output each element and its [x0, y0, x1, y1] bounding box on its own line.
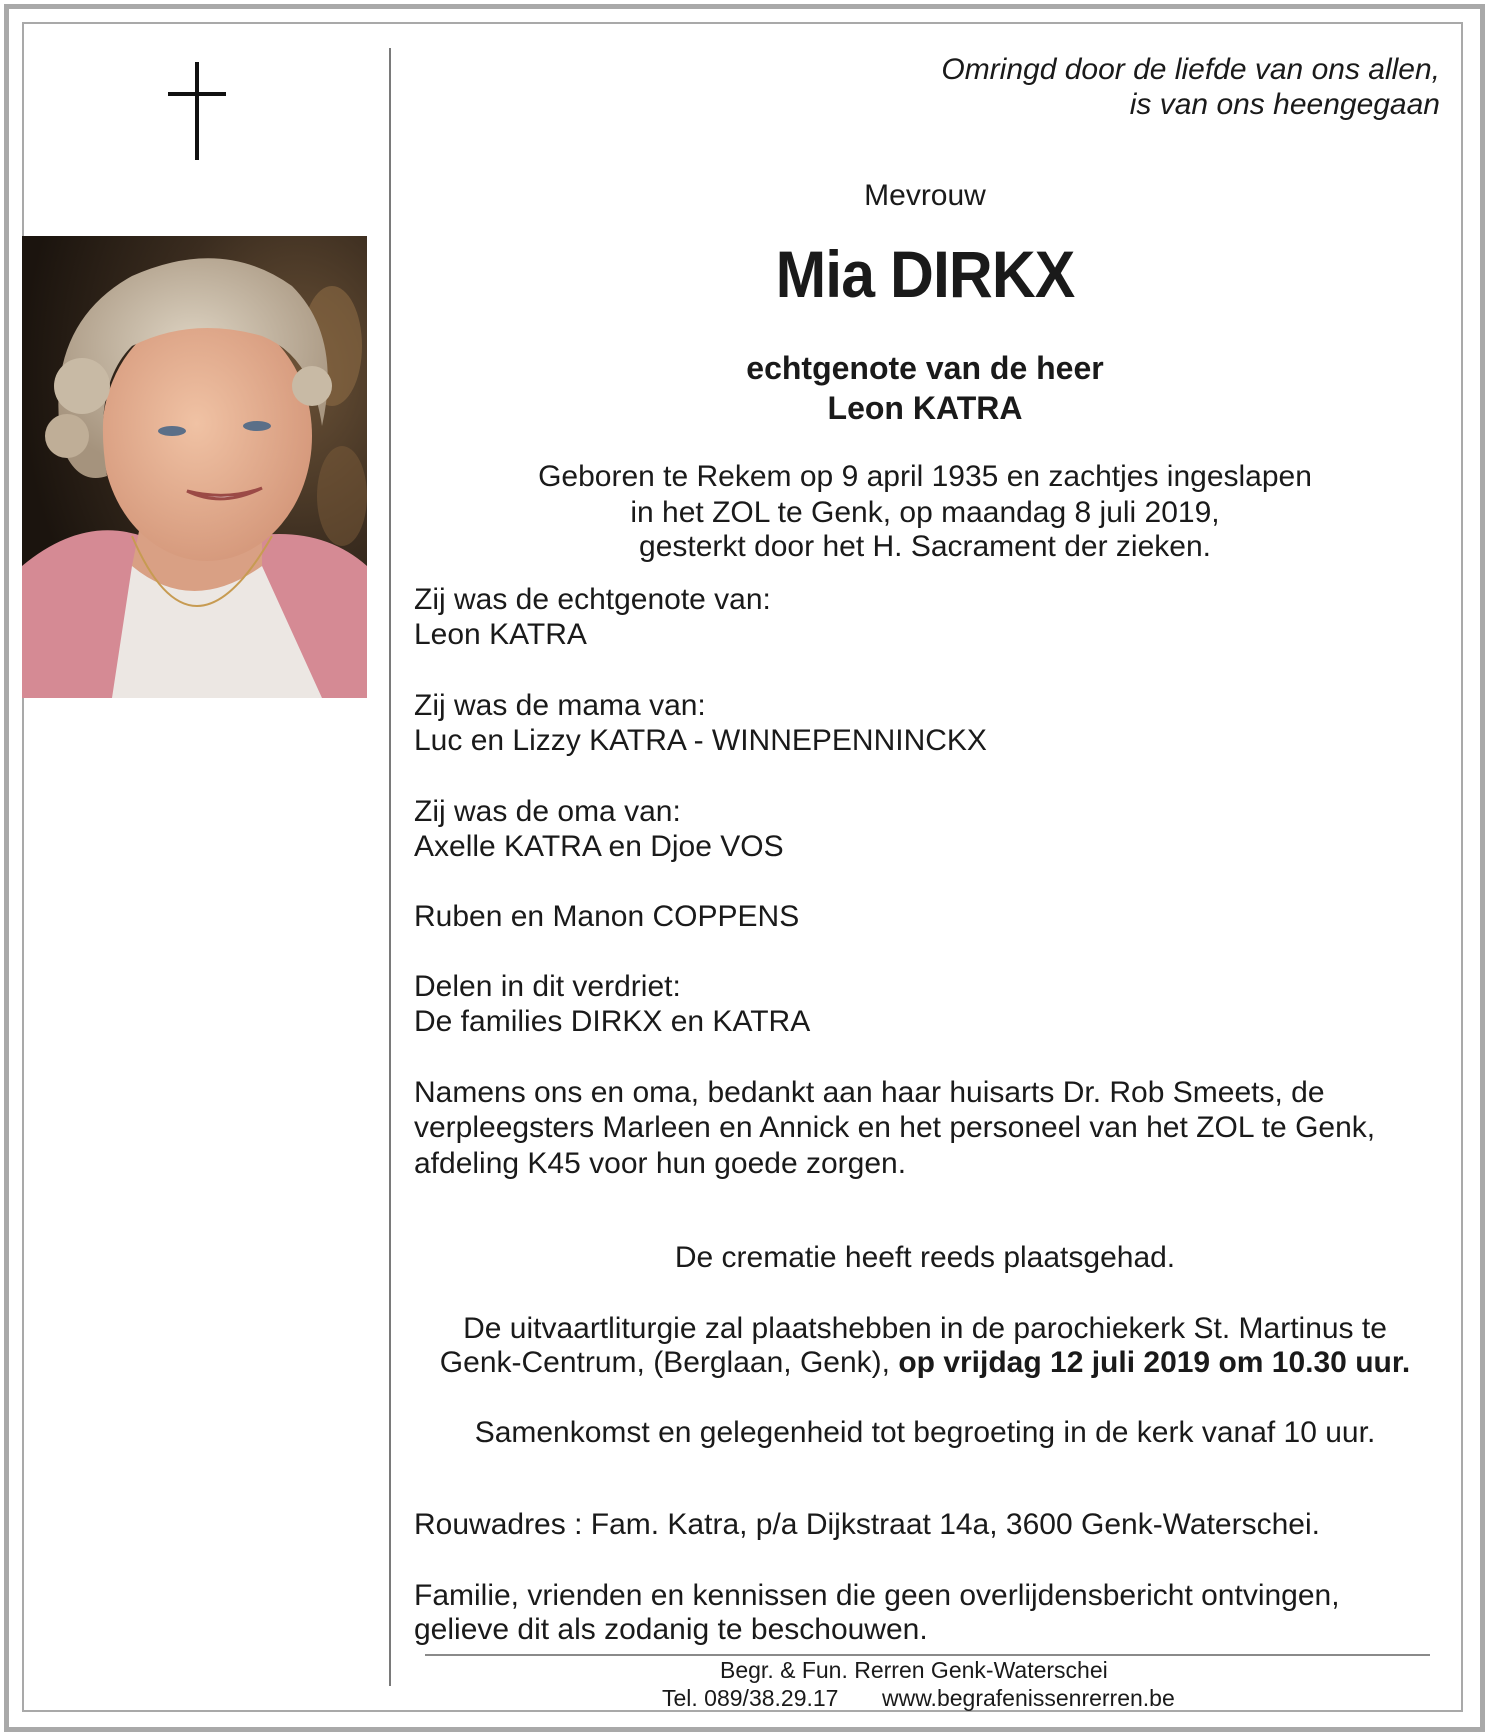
honorific: Mevrouw [864, 179, 986, 212]
closing-line-2: gelieve dit als zodanig te beschouwen. [414, 1613, 928, 1646]
thanks-line-1: Namens ons en oma, bedankt aan haar huisarts Dr. Rob Smeets, de [414, 1076, 1325, 1109]
funeral-company: Begr. & Fun. Rerren Genk-Waterschei [720, 1657, 1108, 1683]
funeral-website[interactable]: www.begrafenissenrerren.be [882, 1685, 1175, 1711]
portrait-photo [22, 236, 367, 698]
funeral-phone: Tel. 089/38.29.17 [662, 1685, 839, 1711]
liturgy-date: op vrijdag 12 juli 2019 om 10.30 uur. [898, 1346, 1411, 1379]
grandchildren-line-1: Axelle KATRA en Djoe VOS [414, 830, 784, 863]
cross-icon [168, 62, 226, 160]
gathering-notice: Samenkomst en gelegenheid tot begroeting in de kerk vanaf 10 uur. [474, 1416, 1376, 1449]
liturgy-location: Genk-Centrum, (Berglaan, Genk), [439, 1346, 890, 1379]
deceased-name: Mia DIRKX [775, 237, 1075, 311]
spouse-line-2: Leon KATRA [827, 390, 1023, 426]
mother-heading: Zij was de mama van: [414, 689, 706, 722]
birth-line-3: gesterkt door het H. Sacrament der zieken. [639, 530, 1211, 563]
spouse-name: Leon KATRA [414, 618, 587, 651]
liturgy-line-1: De uitvaartliturgie zal plaatshebben in de parochiekerk St. Martinus te [463, 1312, 1387, 1345]
grandchildren-line-2: Ruben en Manon COPPENS [414, 900, 800, 933]
cremation-notice: De crematie heeft reeds plaatsgehad. [674, 1241, 1176, 1274]
closing-line-1: Familie, vrienden en kennissen die geen overlijdensbericht ontvingen, [414, 1579, 1340, 1612]
liturgy-line-2 [390, 1345, 1460, 1380]
birth-line-1: Geboren te Rekem op 9 april 1935 en zachtjes ingeslapen [538, 460, 1312, 493]
intro-line-1: Omringd door de liefde van ons allen, [941, 53, 1440, 86]
birth-line-2: in het ZOL te Genk, op maandag 8 juli 2019, [630, 496, 1220, 529]
children-names: Luc en Lizzy KATRA - WINNEPENNINCKX [414, 724, 987, 757]
sharing-heading: Delen in dit verdriet: [414, 970, 681, 1003]
spouse-heading: Zij was de echtgenote van: [414, 583, 771, 616]
grandmother-heading: Zij was de oma van: [414, 795, 681, 828]
thanks-line-3: afdeling K45 voor hun goede zorgen. [414, 1147, 907, 1180]
families-names: De families DIRKX en KATRA [414, 1005, 811, 1038]
intro-line-2: is van ons heengegaan [1129, 88, 1440, 121]
spouse-line-1: echtgenote van de heer [746, 350, 1104, 386]
thanks-line-2: verpleegsters Marleen en Annick en het personeel van het ZOL te Genk, [414, 1111, 1376, 1144]
mourning-address: Rouwadres : Fam. Katra, p/a Dijkstraat 14a, 3600 Genk-Waterschei. [414, 1508, 1320, 1541]
